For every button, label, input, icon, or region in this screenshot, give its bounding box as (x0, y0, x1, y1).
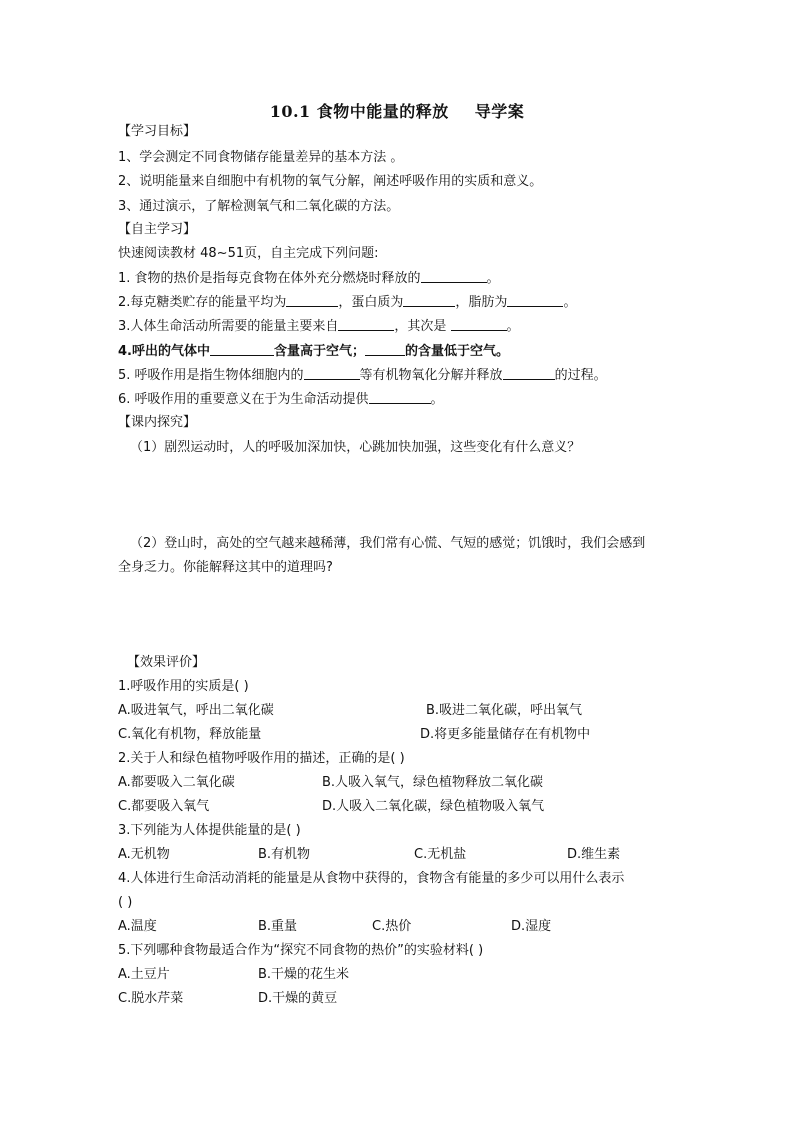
mc-option[interactable]: D.将更多能量储存在有机物中 (420, 727, 591, 742)
answer-blank[interactable] (338, 318, 394, 331)
mc-option[interactable]: D.湿度 (511, 919, 552, 934)
mc-option[interactable]: C.氧化有机物，释放能量 (118, 727, 262, 742)
mc-question-4-answer-paren: ( ) (118, 895, 133, 910)
mc-option[interactable]: D.维生素 (567, 847, 621, 862)
mc-question-3-stem: 3.下列能为人体提供能量的是( ) (118, 823, 301, 838)
objective-item: 1、学会测定不同食物储存能量差异的基本方法 。 (118, 150, 404, 165)
fill-question-6: 6. 呼吸作用的重要意义在于为生命活动提供 。 (118, 392, 444, 407)
mc-option[interactable]: B.有机物 (258, 847, 311, 862)
section-objectives-heading: 【学习目标】 (118, 124, 197, 139)
mc-option[interactable]: A.土豆片 (118, 967, 170, 982)
mc-option[interactable]: C.热价 (372, 919, 412, 934)
answer-blank[interactable] (507, 294, 563, 307)
mc-option[interactable]: C.脱水芹菜 (118, 991, 184, 1006)
title-main: 10.1 食物中能量的释放 (269, 102, 449, 121)
answer-blank[interactable] (421, 270, 487, 283)
answer-blank[interactable] (403, 294, 455, 307)
mc-option[interactable]: D.人吸入二氧化碳，绿色植物吸入氧气 (322, 799, 545, 814)
mc-option[interactable]: A.温度 (118, 919, 157, 934)
answer-blank[interactable] (369, 391, 431, 404)
mc-question-5-stem: 5.下列哪种食物最适合作为“探究不同食物的热价”的实验材料( ) (118, 943, 484, 958)
mc-option[interactable]: B.人吸入氧气，绿色植物释放二氧化碳 (322, 775, 544, 790)
mc-option[interactable]: B.重量 (258, 919, 298, 934)
page-title (0, 99, 794, 122)
answer-blank[interactable] (210, 343, 274, 356)
section-self-study-heading: 【自主学习】 (118, 222, 197, 237)
fill-question-4: 4.呼出的气体中 含量高于空气； 的含量低于空气。 (118, 344, 510, 359)
fill-question-3: 3.人体生命活动所需要的能量主要来自 ，其次是 。 (118, 319, 520, 334)
mc-question-4-stem: 4.人体进行生命活动消耗的能量是从食物中获得的，食物含有能量的多少可以用什么表示 (118, 871, 625, 886)
section-explore-heading: 【课内探究】 (118, 415, 197, 430)
answer-blank[interactable] (365, 343, 405, 356)
answer-blank[interactable] (304, 367, 360, 380)
explore-question-2: （2）登山时，高处的空气越来越稀薄，我们常有心慌、气短的感觉；饥饿时，我们会感到 (130, 536, 646, 551)
mc-question-2-stem: 2.关于人和绿色植物呼吸作用的描述，正确的是( ) (118, 751, 405, 766)
objective-item: 3、通过演示，了解检测氧气和二氧化碳的方法。 (118, 199, 400, 214)
mc-option[interactable]: A.吸进氧气，呼出二氧化碳 (118, 703, 274, 718)
mc-option[interactable]: D.干燥的黄豆 (258, 991, 338, 1006)
self-study-intro: 快速阅读教材 48~51页，自主完成下列问题: (118, 246, 379, 261)
mc-option[interactable]: C.无机盐 (414, 847, 467, 862)
mc-option[interactable]: C.都要吸入氧气 (118, 799, 210, 814)
title-sub: 导学案 (474, 102, 525, 121)
section-evaluation-heading: 【效果评价】 (127, 655, 206, 670)
fill-question-5: 5. 呼吸作用是指生物体细胞内的 等有机物氧化分解并释放 的过程。 (118, 368, 607, 383)
answer-blank[interactable] (503, 367, 555, 380)
mc-option[interactable]: A.无机物 (118, 847, 170, 862)
fill-question-1: 1. 食物的热价是指每克食物在体外充分燃烧时释放的 。 (118, 271, 500, 286)
fill-question-2: 2.每克糖类贮存的能量平均为 ，蛋白质为 ，脂肪为 。 (118, 295, 577, 310)
answer-blank[interactable] (286, 294, 338, 307)
mc-option[interactable]: A.都要吸入二氧化碳 (118, 775, 235, 790)
explore-question-2-cont: 全身乏力。你能解释这其中的道理吗? (118, 560, 333, 575)
explore-question-1: （1）剧烈运动时，人的呼吸加深加快，心跳加快加强，这些变化有什么意义？ (130, 440, 581, 455)
mc-question-1-stem: 1.呼吸作用的实质是( ) (118, 679, 249, 694)
mc-option[interactable]: B.吸进二氧化碳，呼出氧气 (426, 703, 583, 718)
answer-blank[interactable] (451, 318, 507, 331)
objective-item: 2、说明能量来自细胞中有机物的氧气分解，阐述呼吸作用的实质和意义。 (118, 174, 543, 189)
mc-option[interactable]: B.干燥的花生米 (258, 967, 350, 982)
